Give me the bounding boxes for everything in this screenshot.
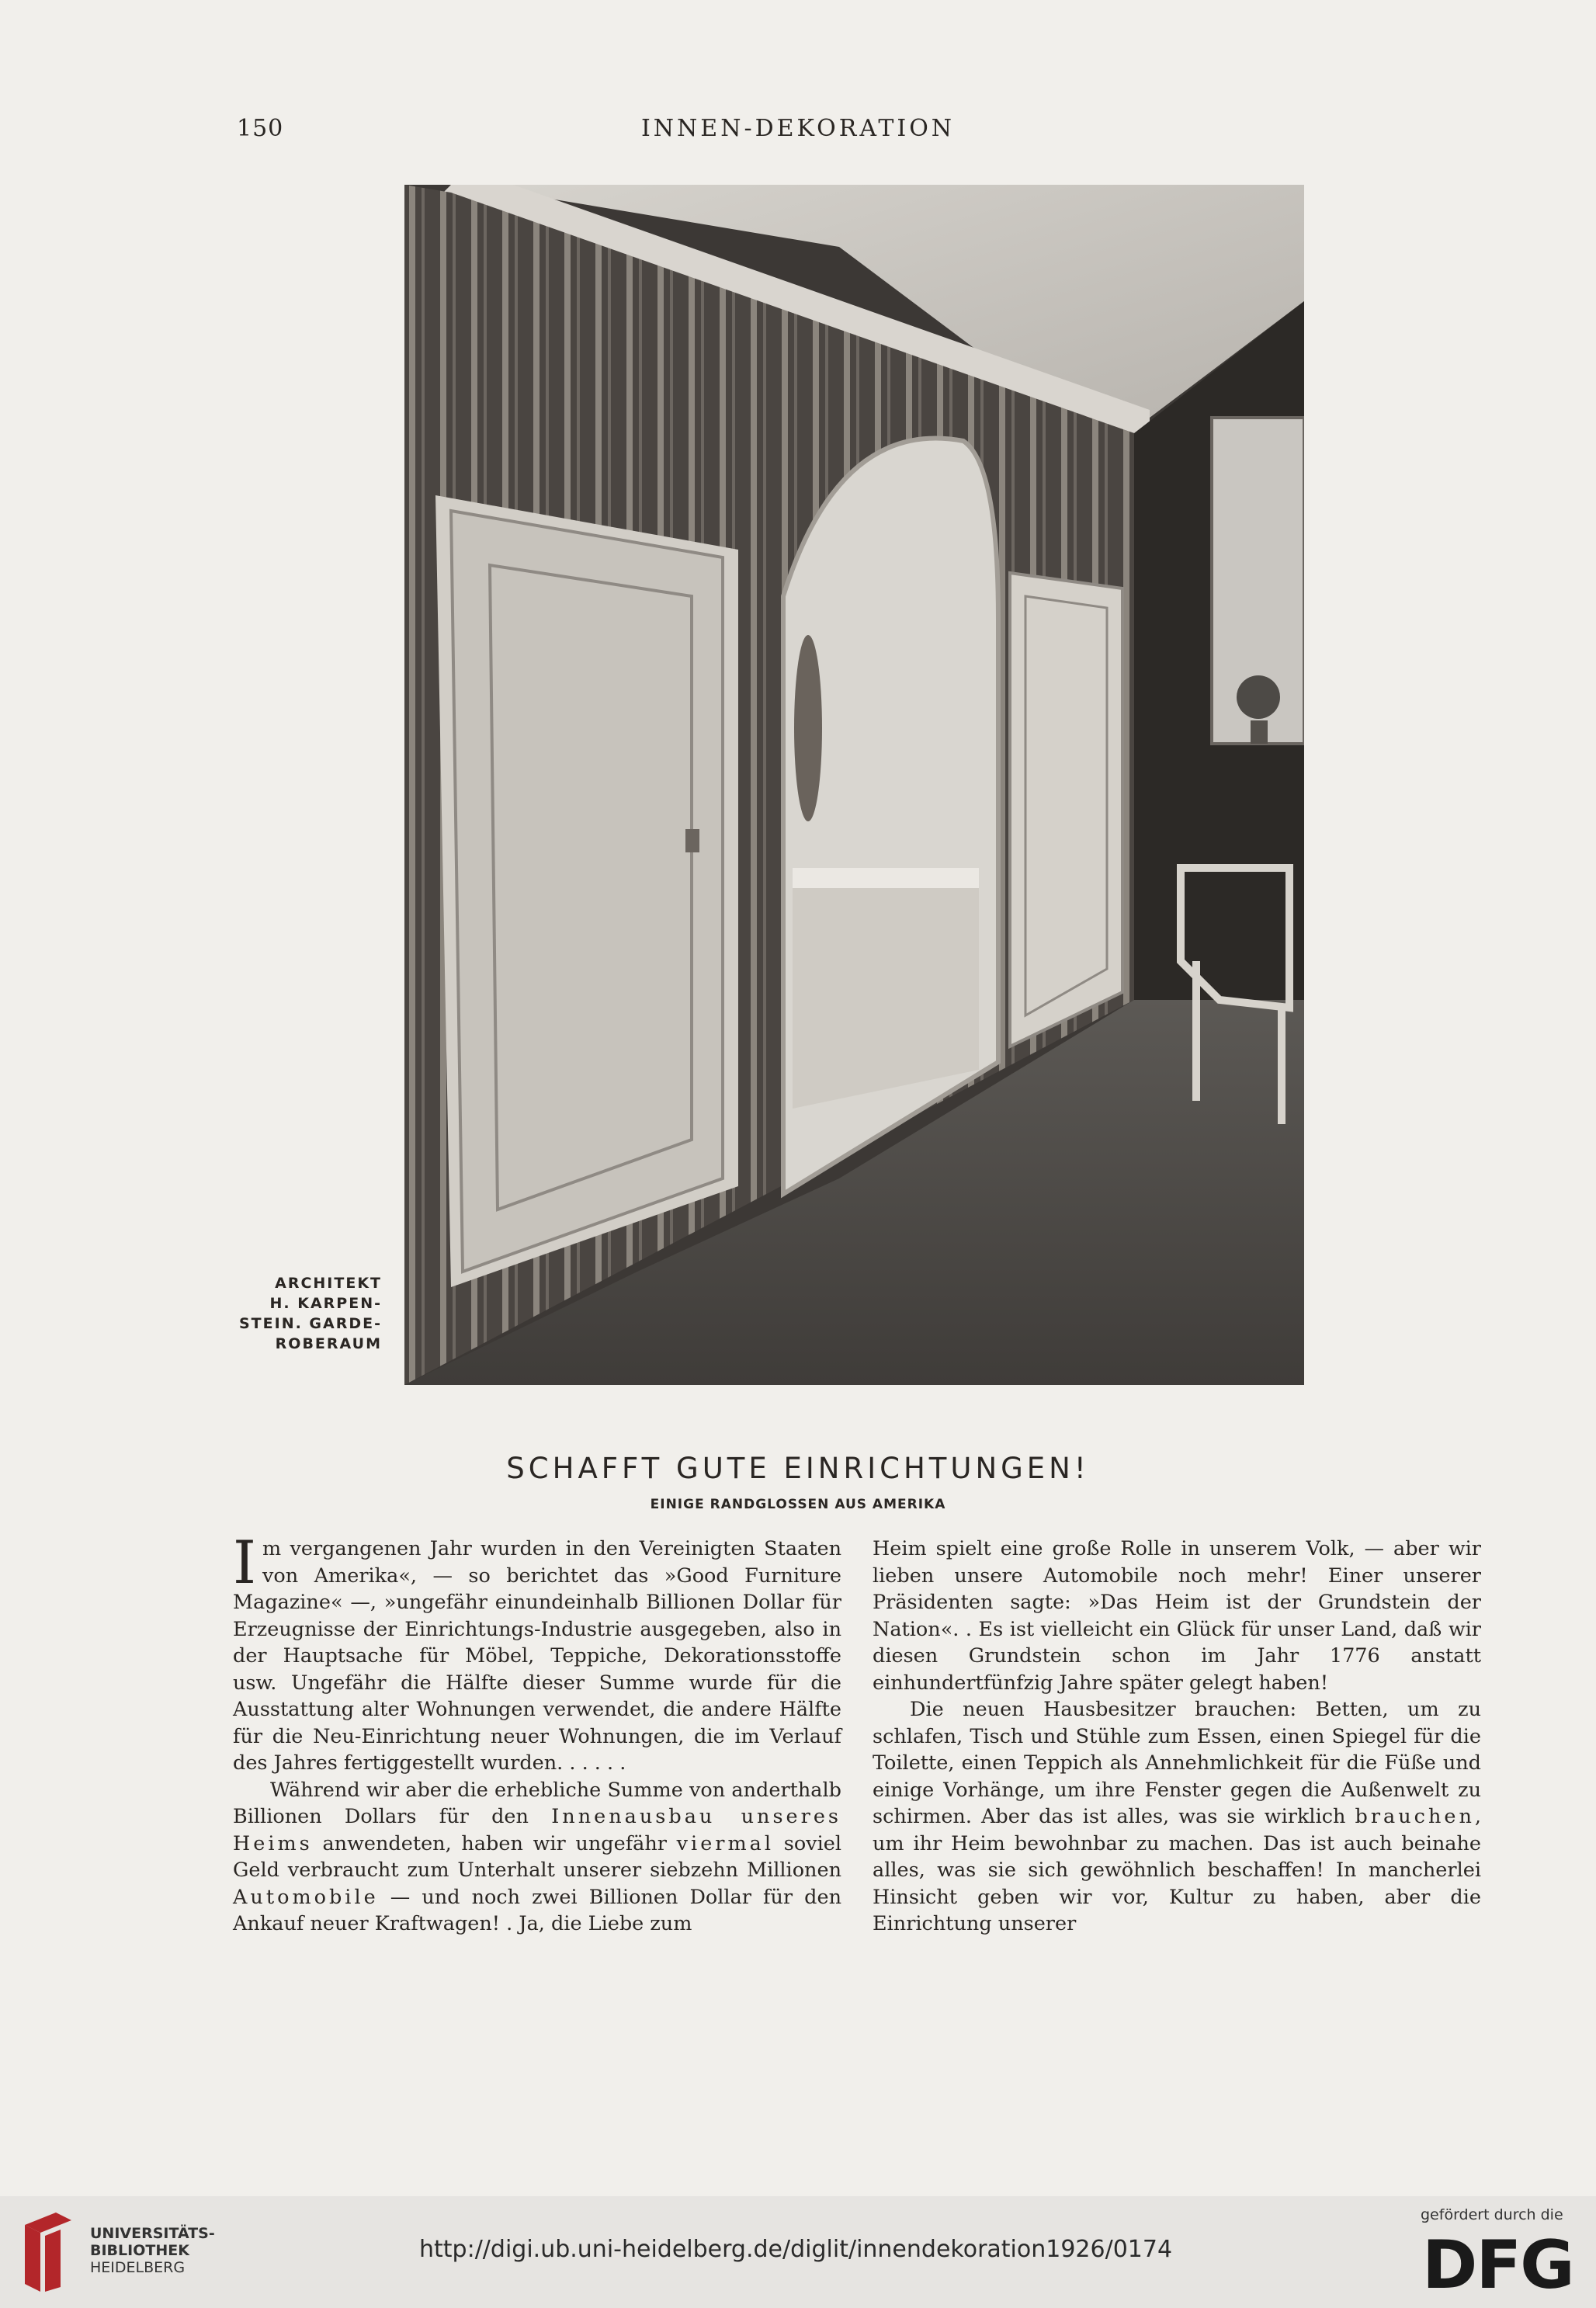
page-number: 150 — [237, 115, 284, 142]
paragraph-text: — und noch zwei Billionen Dollar für den Ankauf neuer Kraftwagen! . Ja, die Liebe zum — [233, 1885, 841, 1935]
text-column-left — [233, 1528, 841, 1938]
library-name-line: UNIVERSITÄTS- — [90, 2225, 215, 2242]
paragraph-text: m vergangenen Jahr wurden in den Vereinigten Staaten von Amerika«, — so berichtet das »Good Furniture Magazine« —, »ungefähr einundeinhalb Billionen Dollar für Erzeugnisse der Einrichtungs-Industrie ausgegeben, also in der Hauptsache für Möbel, Teppiche, Dekorationsstoffe usw. Ungefähr die Hälfte dieser Summe wurde für die Ausstattung alter Wohnungen verwendet, die andere Hälfte für die Neu-Einrichtung neuer Wohnungen, die im Verlauf des Jahres fertiggestellt wurden. . . . . . — [233, 1537, 841, 1775]
article-title: SCHAFFT GUTE EINRICHTUNGEN! — [506, 1452, 1090, 1485]
emphasis-text: brauchen — [1355, 1805, 1475, 1828]
library-name-line: BIBLIOTHEK — [90, 2242, 189, 2259]
paragraph-text: Während wir aber die erhebliche Summe von anderthalb Billionen Dollars für den — [233, 1778, 841, 1828]
library-name-line: HEIDELBERG — [90, 2259, 186, 2276]
source-url-link[interactable]: http://digi.ub.uni-heidelberg.de/diglit/innendekoration1926/0174 — [419, 2236, 1173, 2263]
emphasis-text: Innenausbau unseres Heims — [233, 1805, 841, 1855]
paragraph — [873, 1696, 1481, 1938]
paragraph-text: soviel Geld verbraucht zum Unterhalt unserer siebzehn Millionen — [233, 1831, 841, 1882]
library-name — [90, 2225, 215, 2276]
paragraph-text: Die neuen Hausbesitzer brauchen: Betten, um zu schlafen, Tisch und Stühle zum Essen, einen Spiegel für die Toilette, einen Teppich als Annehmlichkeit für die Füße und einige Vorhänge, um ihre Fenster gegen die Außenwelt zu schirmen. Aber das ist alles, was sie wirklich — [873, 1698, 1481, 1828]
drop-cap: I — [233, 1528, 257, 1597]
text-column-right — [873, 1536, 1481, 1938]
emphasis-text: viermal — [676, 1831, 775, 1855]
paragraph-text: , um ihr Heim bewohnbar zu machen. Das ist auch beinahe alles, was sie sich gewöhnlich beschaffen! In mancherlei Hinsicht geben wir vor, Kultur zu haben, aber die Einrichtung unserer — [873, 1805, 1481, 1935]
university-library-logo-icon — [17, 2209, 78, 2295]
photo-caption — [217, 1273, 382, 1354]
paragraph — [233, 1777, 841, 1938]
paragraph — [233, 1528, 841, 1777]
caption-line: ROBERAUM — [275, 1335, 382, 1352]
caption-line: H. KARPEN- — [269, 1295, 382, 1312]
emphasis-text: Automobile — [233, 1885, 379, 1909]
funding-note: gefördert durch die — [1421, 2206, 1563, 2223]
dfg-logo: DFG — [1422, 2226, 1573, 2304]
caption-line: STEIN. GARDE- — [239, 1315, 382, 1332]
article-subtitle: EINIGE RANDGLOSSEN AUS AMERIKA — [650, 1497, 946, 1512]
paragraph: Heim spielt eine große Rolle in unserem Volk, — aber wir lieben unsere Automobile noch mehr! Einer unserer Präsidenten sagte: »Das Heim ist der Grundstein der Nation«. . Es ist vielleicht ein Glück für unser Land, daß wir diesen Grundstein schon im Jahr 1776 anstatt einhundertfünfzig Jahre später gelegt haben! — [873, 1537, 1481, 1695]
journal-title: INNEN-DEKORATION — [640, 115, 956, 142]
caption-line: ARCHITEKT — [275, 1275, 382, 1292]
dressing-room-image — [404, 185, 1304, 1385]
paragraph-text: anwendeten, haben wir ungefähr — [312, 1831, 677, 1855]
room-photograph — [404, 185, 1304, 1385]
